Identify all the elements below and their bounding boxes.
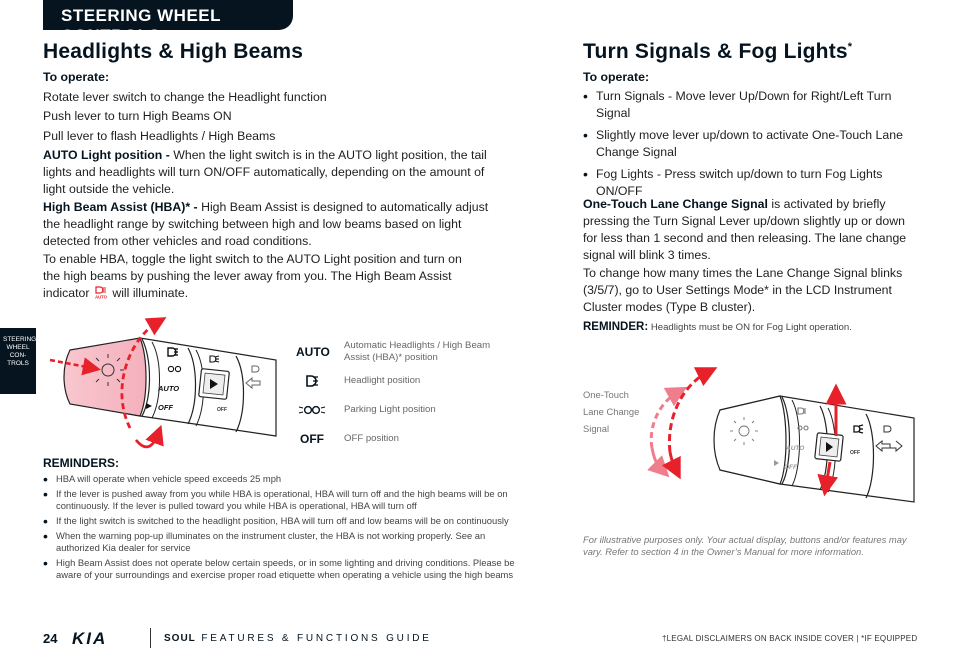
legend-headlight-icon (296, 374, 328, 388)
hba-indicator-icon (94, 285, 108, 299)
right-bullet: • Turn Signals - Move lever Up/Down for Right/Left Turn Signal (583, 88, 913, 122)
reminder-item: • HBA will operate when vehicle speed exceeds 25 mph (43, 473, 523, 485)
auto-heading: AUTO Light position - (43, 148, 170, 162)
right-bullet: • Slightly move lever up/down to activate One-Touch Lane Change Signal (583, 127, 913, 161)
left-line-1: Rotate lever switch to change the Headlight function (43, 90, 327, 104)
right-reminder-heading: REMINDER: (583, 321, 649, 333)
svg-text:AUTO: AUTO (95, 294, 107, 299)
legend-headlight-label: Headlight position (344, 375, 421, 386)
legend-off-label: OFF position (344, 433, 399, 444)
lane-change-arrow-light (651, 392, 678, 448)
legend-parking-light-label: Parking Light position (344, 404, 436, 415)
auto-body: When the light switch is in the AUTO light position, the tail lights and headlights will turn ON/OFF automatically, depending on the amount of light outside the vehicle. (43, 148, 487, 196)
side-tab (0, 328, 36, 394)
right-title-mark: * (847, 41, 853, 53)
left-line-2: Push lever to turn High Beams ON (43, 109, 232, 123)
reminders-title: REMINDERS: (43, 456, 120, 470)
right-bullets (583, 88, 913, 200)
right-fog-off-label: OFF (850, 450, 860, 456)
legend-parking-light-icon (296, 403, 328, 417)
lever-auto-label: AUTO (158, 384, 180, 393)
right-reminder (583, 318, 923, 336)
legend-auto-symbol: AUTO (296, 345, 330, 359)
enable-text-b: will illuminate. (108, 286, 189, 300)
footer-divider (150, 628, 151, 648)
otlc-heading: One-Touch Lane Change Signal (583, 197, 768, 211)
turn-signal-lever-diagram (640, 366, 920, 526)
lane-change-arrow-light-down (652, 448, 662, 470)
page-number: 24 (43, 631, 58, 646)
legend-auto-label: Automatic Headlights / High Beam Assist (HBA)* position (344, 340, 491, 363)
reminder-item: • If the light switch is switched to the headlight position, HBA will turn off and low beams will be on continuously (43, 515, 523, 527)
turn-signal-arrow-up (669, 372, 708, 452)
lever-off-label: OFF (158, 403, 173, 412)
legal-disclaimer: †LEGAL DISCLAIMERS ON BACK INSIDE COVER | *IF EQUIPPED (662, 634, 918, 643)
footer (0, 622, 960, 652)
legend-off-symbol: OFF (300, 432, 324, 446)
one-touch-label-line: One-Touch (583, 389, 629, 400)
hba-heading: High Beam Assist (HBA)* - (43, 200, 198, 214)
left-to-operate: To operate: (43, 70, 110, 84)
left-title: Headlights & High Beams (43, 40, 304, 63)
reminder-item: • High Beam Assist does not operate below certain speeds, or in some lighting and driving conditions. Please be aware of your surroundings and exercise proper road etiquette when operating a vehicle using the high beams (43, 557, 523, 581)
side-tab-label: STEERING WHEEL CON-TROLS (3, 336, 37, 367)
right-lever-auto-label: AUTO (786, 445, 805, 452)
left-line-3: Pull lever to flash Headlights / High Beams (43, 129, 276, 143)
reminder-item: • If the lever is pushed away from you while HBA is operational, HBA will turn off and the high beams will be on continuously. If the lever is pulled toward you while HBA is operational, HBA will turn off (43, 488, 523, 512)
reminders-list (43, 473, 523, 581)
one-touch-label (583, 386, 639, 437)
right-title-text: Turn Signals & Fog Lights (583, 40, 848, 63)
kia-logo (72, 629, 136, 647)
right-reminder-body: Headlights must be ON for Fog Light operation. (648, 322, 852, 333)
section-tab (43, 0, 293, 45)
enable-text-a: To enable HBA, toggle the light switch to the AUTO Light position and turn on the high beams by pushing the lever away from you. The High Beam Assist indicator (43, 252, 462, 300)
headlight-lever-diagram (40, 308, 280, 458)
guide-title (164, 633, 432, 644)
right-bullet: • Fog Lights - Press switch up/down to turn Fog Lights ON/OFF (583, 166, 913, 200)
turn-signal-arrow-down (670, 452, 676, 470)
guide-model: SOUL (164, 633, 196, 644)
guide-text: FEATURES & FUNCTIONS GUIDE (195, 633, 432, 644)
fog-off-label: OFF (217, 407, 227, 413)
svg-text:KIA: KIA (72, 629, 108, 647)
enable-paragraph (43, 251, 463, 302)
otlc-paragraph (583, 196, 913, 264)
rotate-down-arrow (136, 434, 158, 447)
otlc-body: is activated by briefly pressing the Turn Signal Lever up/down slightly up or down for less than 1 second and then releasing. The lane change signal will blink 3 times. (583, 197, 907, 262)
change-paragraph: To change how many times the Lane Change Signal blinks (3/5/7), go to User Settings Mode* in the LCD Instrument Cluster modes (Type B cluster). (583, 266, 903, 314)
right-lever-off-label: OFF (784, 464, 797, 471)
right-title (583, 40, 852, 64)
reminder-item: • When the warning pop-up illuminates on the instrument cluster, the HBA is not working properly. See an authorized Kia dealer for service (43, 530, 523, 554)
hba-body: High Beam Assist is designed to automatically adjust the headlight range by switching between high and low beams based on light detected from other vehicles and road conditions. (43, 200, 489, 248)
one-touch-label-line: Signal (583, 423, 610, 434)
illustrative-caption: For illustrative purposes only. Your actual display, buttons and/or features may vary. Refer to section 4 in the Owner’s Manual for more information. (583, 534, 907, 557)
hba-paragraph (43, 199, 493, 250)
right-to-operate: To operate: (583, 70, 650, 84)
section-tab-label: STEERING WHEEL CONTROLS (61, 6, 221, 45)
one-touch-label-line: Lane Change (583, 406, 640, 417)
auto-paragraph (43, 147, 493, 198)
